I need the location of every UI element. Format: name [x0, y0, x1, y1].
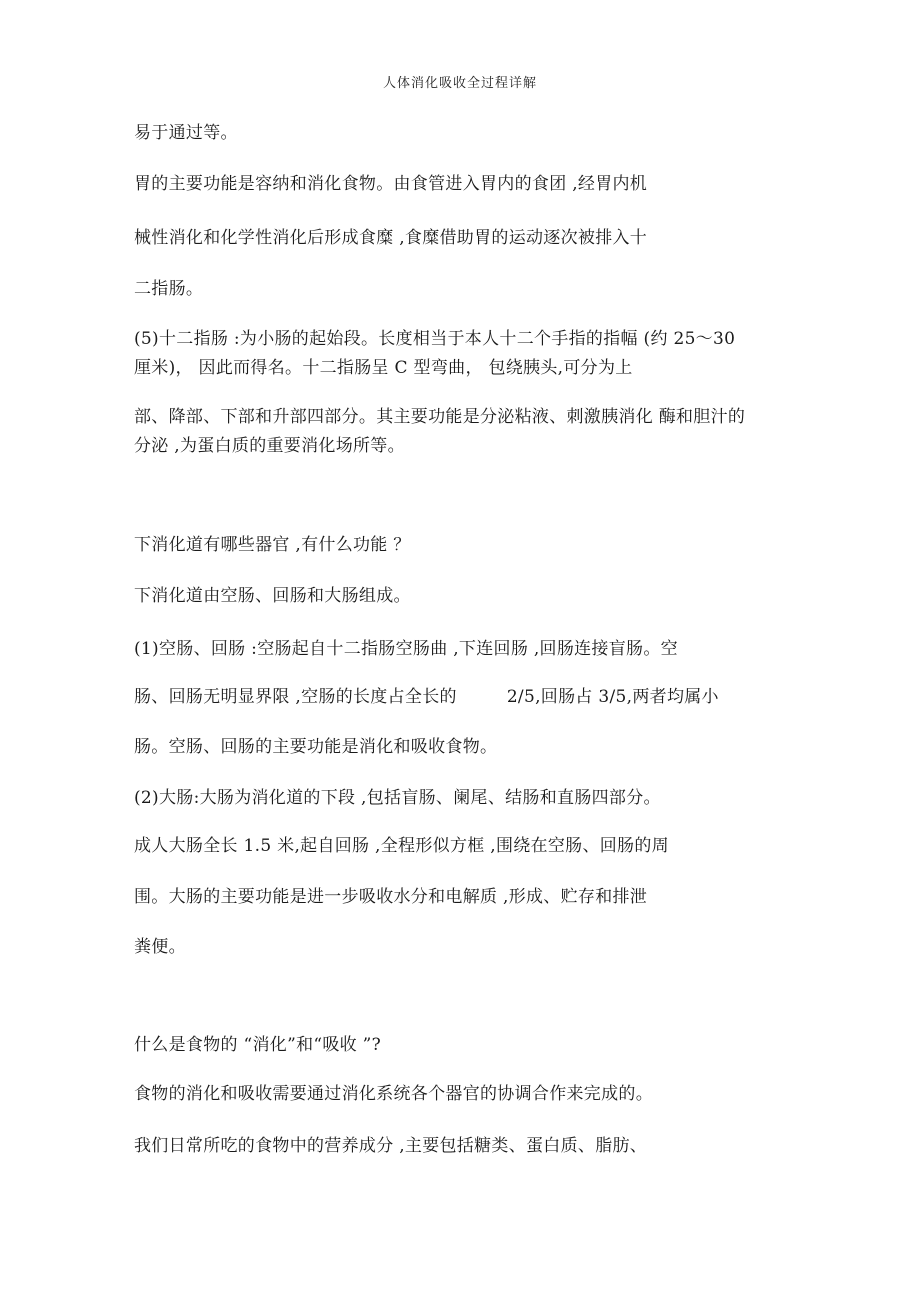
- text-line-20: 我们日常所吃的食物中的营养成分 ,主要包括糖类、蛋白质、脂肪、: [134, 1136, 648, 1156]
- text-line-15: 成人大肠全长 1.5 米,起自回肠 ,全程形似方框 ,围绕在空肠、回肠的周: [134, 836, 669, 856]
- text-line-14: (2)大肠:大肠为消化道的下段 ,包括盲肠、阑尾、结肠和直肠四部分。: [134, 788, 661, 808]
- text-line-4: 二指肠。: [134, 279, 204, 299]
- text-line-16: 围。大肠的主要功能是进一步吸收水分和电解质 ,形成、贮存和排泄: [134, 887, 648, 907]
- text-line-13: 肠。空肠、回肠的主要功能是消化和吸收食物。: [134, 737, 498, 757]
- text-line-7: 部、降部、下部和升部四部分。其主要功能是分泌粘液、刺激胰消化 酶和胆汁的: [134, 407, 746, 427]
- text-line-10: 下消化道由空肠、回肠和大肠组成。: [134, 586, 411, 606]
- text-line-12-part-2: 2/5,回肠占 3/5,两者均属小: [506, 687, 719, 707]
- text-line-6: 厘米)， 因此而得名。十二指肠呈 C 型弯曲， 包绕胰头,可分为上: [134, 358, 633, 378]
- text-line-12: [134, 686, 719, 708]
- text-line-1: 易于通过等。: [134, 123, 238, 143]
- section-heading-digestion: 什么是食物的 “消化”和“吸收 ”?: [134, 1035, 382, 1055]
- text-line-5: (5)十二指肠 :为小肠的起始段。长度相当于本人十二个手指的指幅 (约 25～30: [134, 329, 736, 349]
- text-line-19: 食物的消化和吸收需要通过消化系统各个器官的协调合作来完成的。: [134, 1084, 653, 1104]
- text-line-2: 胃的主要功能是容纳和消化食物。由食管进入胃内的食团 ,经胃内机: [134, 174, 648, 194]
- text-line-3: 械性消化和化学性消化后形成食糜 ,食糜借助胃的运动逐次被排入十: [134, 228, 648, 248]
- text-line-11: (1)空肠、回肠 :空肠起自十二指肠空肠曲 ,下连回肠 ,回肠连接盲肠。空: [134, 639, 678, 659]
- section-heading-lower-tract: 下消化道有哪些器官 ,有什么功能 ？: [134, 535, 411, 555]
- text-line-8: 分泌 ,为蛋白质的重要消化场所等。: [134, 436, 405, 456]
- text-line-12-part-1: 肠、回肠无明显界限 ,空肠的长度占全长的: [134, 687, 457, 707]
- page-header: 人体消化吸收全过程详解: [382, 76, 537, 91]
- text-line-17: 粪便。: [134, 937, 186, 957]
